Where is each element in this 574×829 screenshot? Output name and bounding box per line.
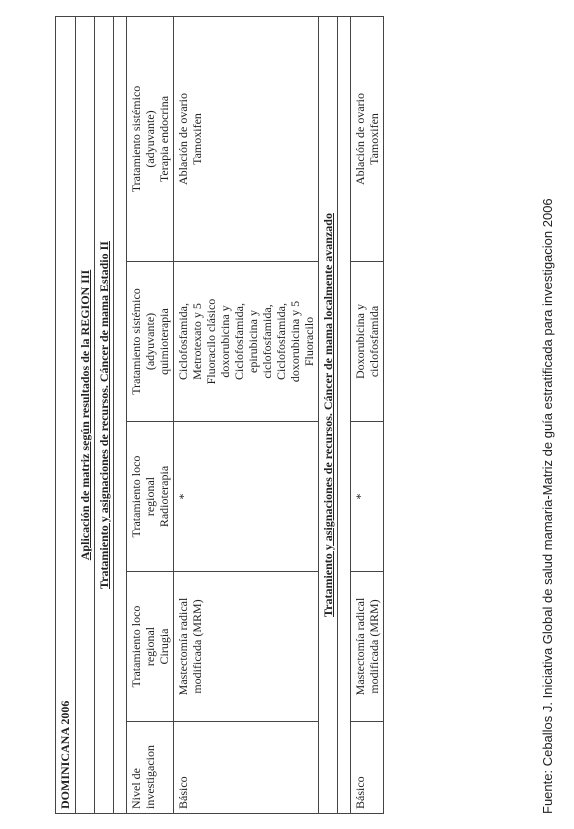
header-level: Nivel de investigacion	[127, 722, 174, 814]
advanced-surgery: Mastectomía radical modificada (MRM)	[351, 572, 384, 722]
country-year-heading: DOMINICANA 2006	[56, 17, 76, 814]
matrix-title: Aplicación de matriz según resultados de la REGION III	[76, 17, 95, 814]
advanced-radiotherapy: *	[351, 422, 384, 572]
advanced-subtitle: Tratamiento y asignaciones de recursos. Cáncer de mama localmente avanzado	[319, 17, 338, 814]
stage2-subtitle: Tratamiento y asignaciones de recursos. Cáncer de mama Estadio II	[95, 17, 114, 814]
header-surgery: Tratamiento loco regional Cirugia	[127, 572, 174, 722]
stage2-level: Básico	[174, 722, 319, 814]
header-endocrine: Tratamiento sistémico (adyuvante) Terapia endocrina	[127, 17, 174, 262]
spacer-row	[114, 17, 127, 814]
stage2-chemo: Ciclofosfamida, Metrotexato y 5 Fluoracilo clásico doxorubicina y Ciclofosfamida, epirubicina y ciclofosfamida, Ciclofosfamida, doxorubicina y 5 Fluoracilo	[174, 262, 319, 422]
stage2-surgery: Mastectomía radical modificada (MRM)	[174, 572, 319, 722]
column-header-row	[127, 17, 174, 814]
advanced-chemo: Doxorubicina y ciclofosfamida	[351, 262, 384, 422]
advanced-endocrine: Ablación de ovario Tamoxifen	[351, 17, 384, 262]
header-radiotherapy: Tratamiento loco regional Radioterapia	[127, 422, 174, 572]
stage2-endocrine: Ablación de ovario Tamoxifen	[174, 17, 319, 262]
advanced-data-row	[351, 17, 384, 814]
advanced-level: Básico	[351, 722, 384, 814]
stage2-radiotherapy: *	[174, 422, 319, 572]
matrix-table	[55, 16, 384, 814]
source-note: Fuente: Ceballos J. Iniciativa Global de salud mamaria-Matriz de guía estratificada para investigacion 2006	[540, 198, 555, 814]
stage2-data-row	[174, 17, 319, 814]
header-chemo: Tratamiento sistémico (adyuvante) quimioterapia	[127, 262, 174, 422]
spacer-row	[338, 17, 351, 814]
